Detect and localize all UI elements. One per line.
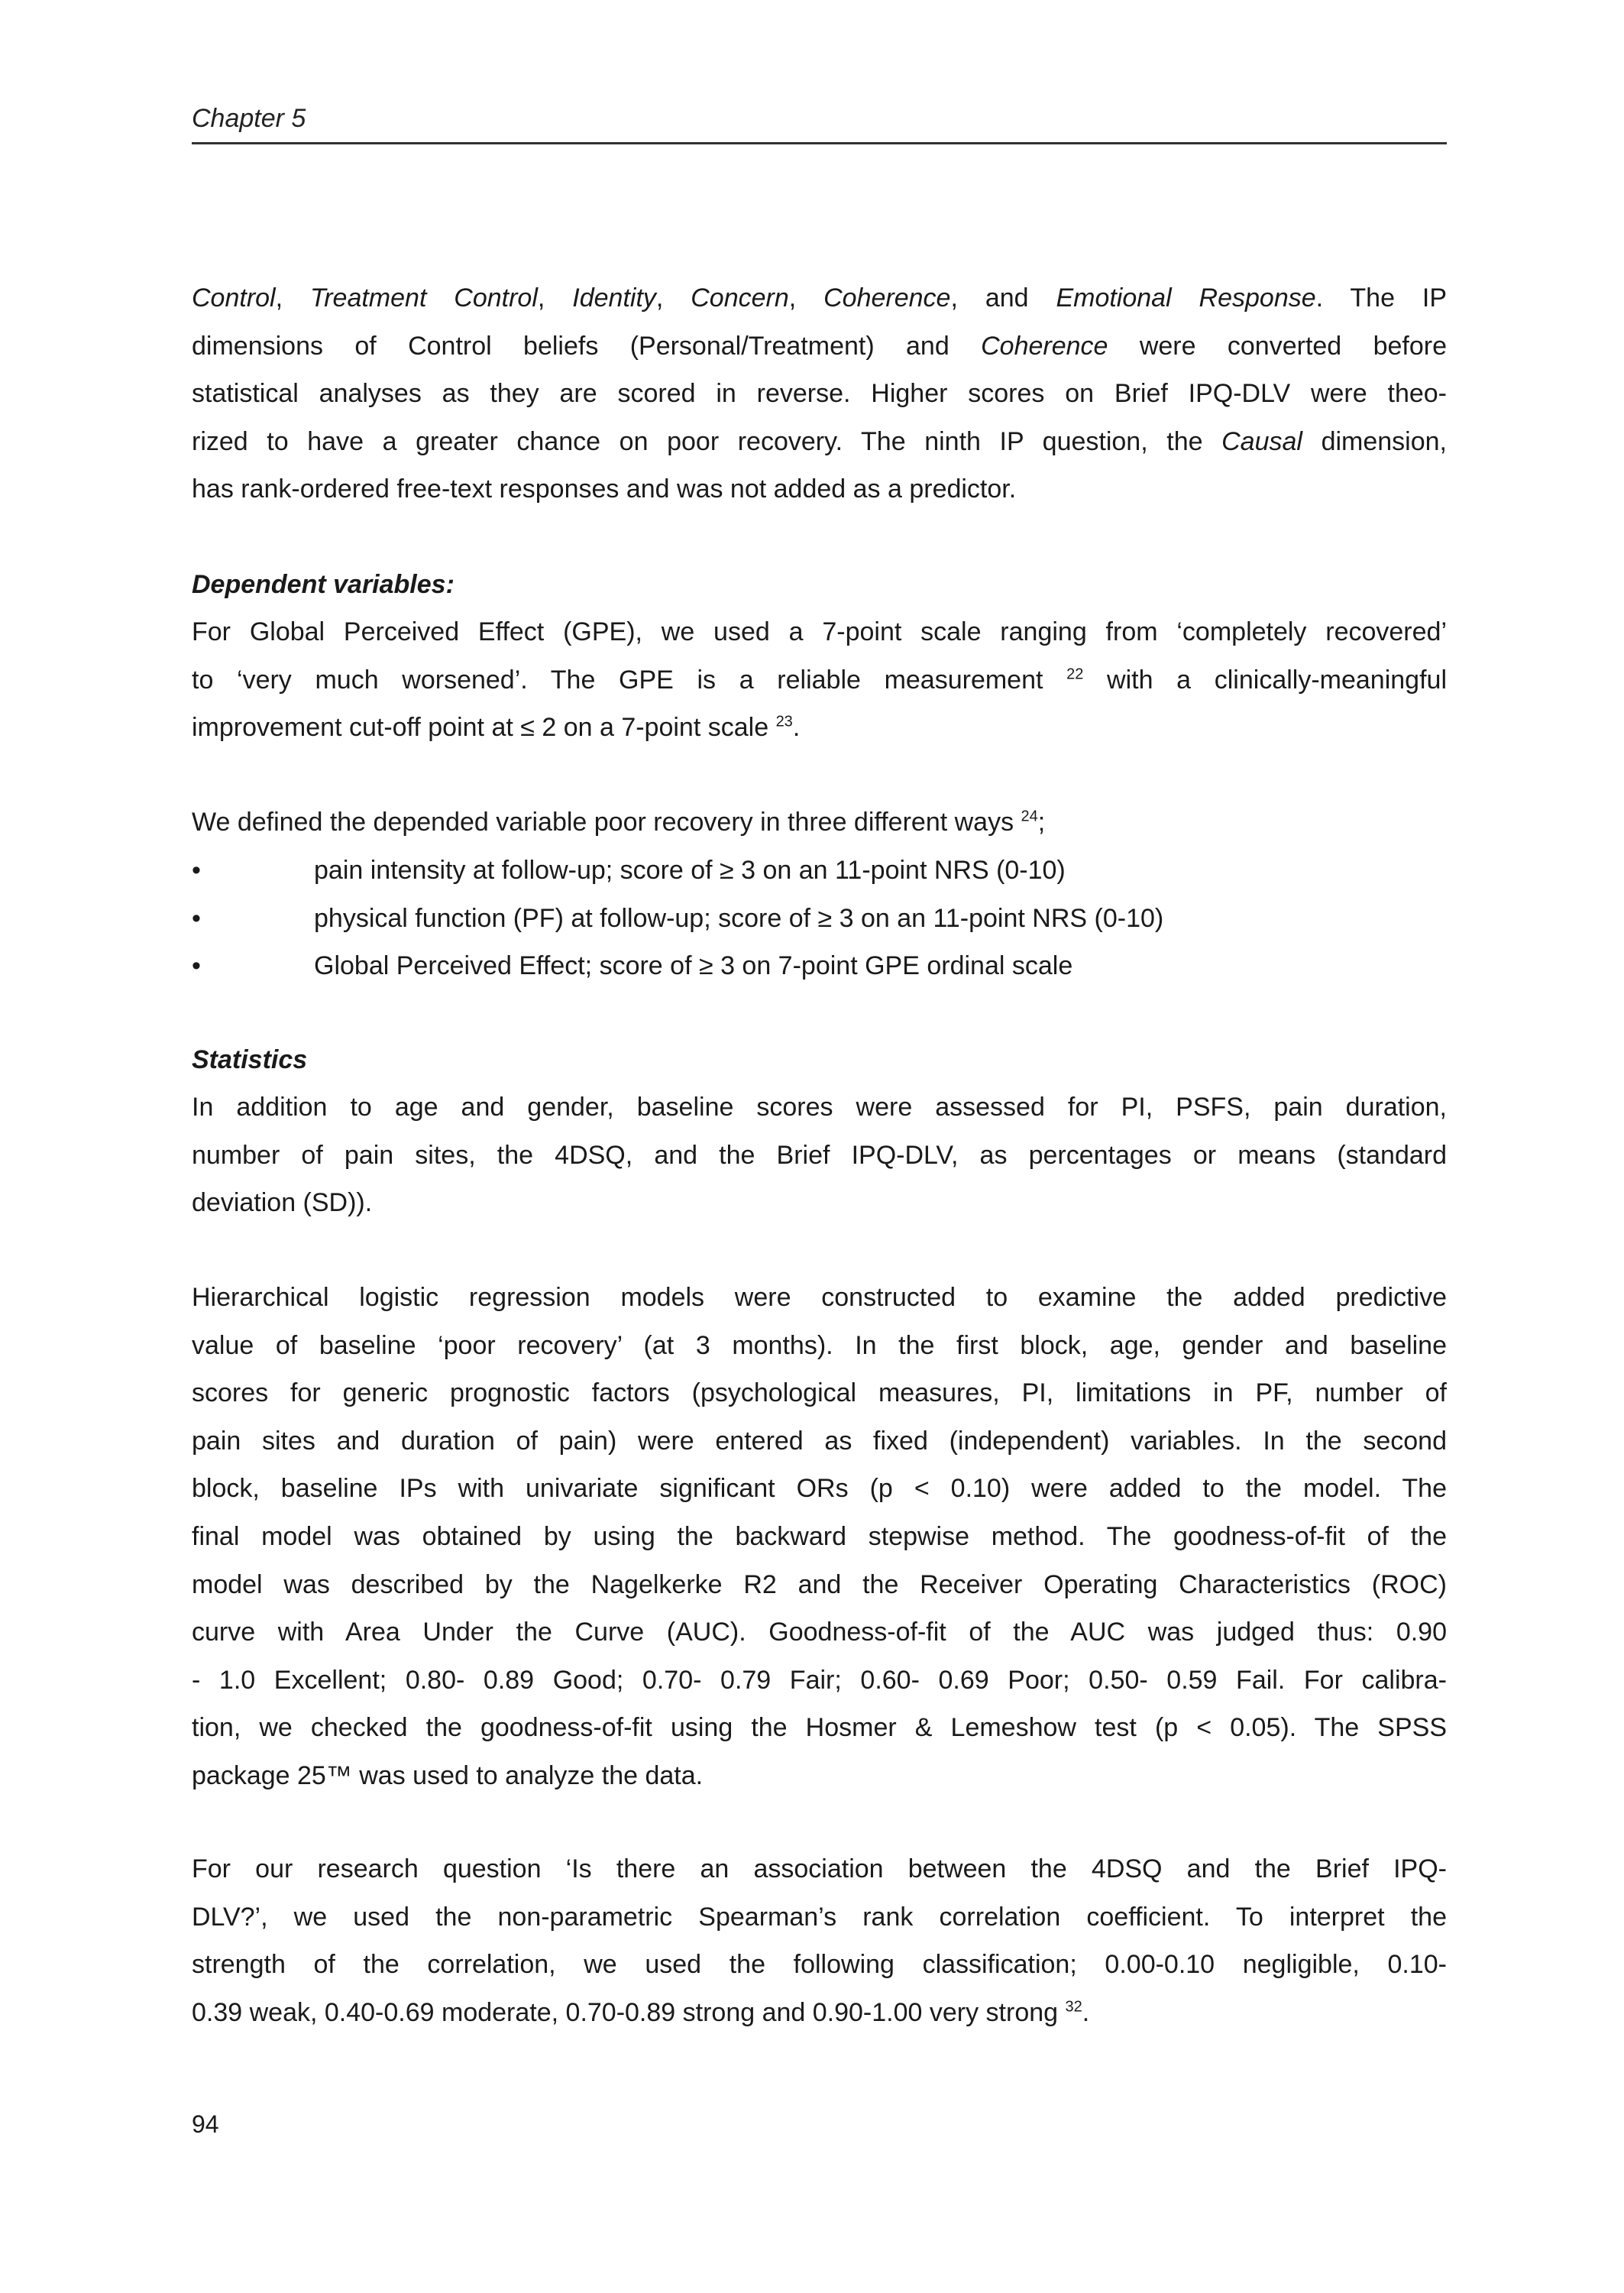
italic-term: Control	[192, 283, 276, 313]
text: Global Perceived Effect; score of ≥ 3 on 7-point GPE ordinal scale	[314, 951, 1073, 980]
paragraph-line	[192, 1561, 1447, 1608]
paragraph-line	[192, 1083, 1447, 1131]
paragraph-line	[192, 1845, 1447, 1893]
text: ,	[788, 283, 824, 313]
text: .	[792, 713, 801, 742]
paragraph-line	[192, 608, 1447, 656]
running-header: Chapter 5	[192, 104, 306, 133]
italic-term: Identity	[572, 283, 656, 313]
text: Dependent variables:	[192, 570, 455, 599]
text: dimension,	[1302, 427, 1447, 456]
paragraph-line	[192, 656, 1447, 704]
text: For Global Perceived Effect (GPE), we used a 7-point scale ranging from ‘completely recovered’	[192, 617, 1447, 646]
italic-term: Coherence	[981, 332, 1108, 361]
text: strength of the correlation, we used the following classification; 0.00-0.10 negligible, 0.10-	[192, 1950, 1447, 1979]
citation-ref: 24	[1021, 808, 1038, 825]
text: . The IP	[1315, 283, 1448, 313]
text: ,	[275, 283, 310, 313]
text: deviation (SD)).	[192, 1188, 373, 1217]
text: model was described by the Nagelkerke R2 and the Receiver Operating Characteristics (ROC)	[192, 1570, 1447, 1599]
section-heading	[192, 561, 1447, 608]
italic-term: Concern	[691, 283, 789, 313]
text: pain intensity at follow-up; score of ≥ 3 on an 11-point NRS (0-10)	[314, 856, 1066, 885]
text: pain sites and duration of pain) were entered as fixed (independent) variables. In the second	[192, 1427, 1447, 1456]
text: improvement cut-off point at ≤ 2 on a 7-point scale	[192, 713, 776, 742]
paragraph-line	[192, 1132, 1447, 1179]
text: ,	[537, 283, 573, 313]
text: In addition to age and gender, baseline scores were assessed for PI, PSFS, pain duration,	[192, 1093, 1447, 1122]
paragraph-line	[192, 1179, 1447, 1226]
page-number: 94	[192, 2110, 219, 2138]
text: , and	[950, 283, 1056, 313]
paragraph-line	[192, 465, 1447, 513]
text: .	[1082, 1998, 1090, 2027]
text: number of pain sites, the 4DSQ, and the Brief IPQ-DLV, as percentages or means (standard	[192, 1141, 1447, 1170]
paragraph-line	[192, 1989, 1447, 2036]
italic-term: Treatment Control	[309, 283, 538, 313]
text: tion, we checked the goodness-of-fit using the Hosmer & Lemeshow test (p < 0.05). The SPSS	[192, 1713, 1447, 1742]
paragraph-line	[192, 418, 1447, 465]
italic-term: Causal	[1221, 427, 1302, 456]
paragraph-line	[192, 1608, 1447, 1656]
paragraph-line	[192, 1417, 1447, 1465]
text: - 1.0 Excellent; 0.80- 0.89 Good; 0.70- 0.79 Fair; 0.60- 0.69 Poor; 0.50- 0.59 Fail. For calibra-	[192, 1666, 1447, 1695]
text: Hierarchical logistic regression models were constructed to examine the added predictive	[192, 1283, 1447, 1312]
paragraph-line	[192, 1465, 1447, 1512]
text: rized to have a greater chance on poor recovery. The ninth IP question, the	[192, 427, 1222, 456]
text: value of baseline ‘poor recovery’ (at 3 months). In the first block, age, gender and baseline	[192, 1331, 1447, 1360]
bullet-item	[192, 847, 1447, 894]
text: statistical analyses as they are scored in reverse. Higher scores on Brief IPQ-DLV were theo-	[192, 379, 1447, 408]
paragraph-line	[192, 1657, 1447, 1704]
paragraph-line	[192, 1704, 1447, 1751]
section-heading	[192, 1036, 1447, 1083]
text: has rank-ordered free-text responses and was not added as a predictor.	[192, 474, 1017, 504]
paragraph-line	[192, 1513, 1447, 1560]
bullet-item	[192, 942, 1447, 989]
text: curve with Area Under the Curve (AUC). Goodness-of-fit of the AUC was judged thus: 0.90	[192, 1618, 1447, 1647]
paragraph-line	[192, 1322, 1447, 1369]
paragraph-line	[192, 1369, 1447, 1417]
paragraph-line	[192, 1893, 1447, 1941]
bullet-icon: •	[192, 856, 201, 885]
citation-ref: 32	[1065, 1998, 1082, 2016]
citation-ref: 22	[1066, 666, 1084, 683]
bullet-icon: •	[192, 951, 201, 980]
paragraph-line	[192, 370, 1447, 417]
paragraph-line	[192, 1274, 1447, 1321]
text: package 25™ was used to analyze the data.	[192, 1761, 704, 1790]
italic-term: Emotional Response	[1056, 283, 1316, 313]
text: dimensions of Control beliefs (Personal/Treatment) and	[192, 332, 982, 361]
text: block, baseline IPs with univariate significant ORs (p < 0.10) were added to the model. The	[192, 1474, 1447, 1503]
text: final model was obtained by using the backward stepwise method. The goodness-of-fit of the	[192, 1522, 1447, 1551]
text: DLV?’, we used the non-parametric Spearman’s rank correlation coefficient. To interpret the	[192, 1903, 1447, 1932]
text: We defined the depended variable poor recovery in three different ways	[192, 808, 1021, 837]
paragraph-line	[192, 704, 1447, 751]
paragraph-line	[192, 1941, 1447, 1988]
text: ;	[1037, 808, 1046, 837]
paragraph-line	[192, 322, 1447, 370]
header-rule	[192, 142, 1447, 144]
paragraph-line	[192, 1752, 1447, 1799]
text: with a clinically-meaningful	[1083, 666, 1447, 695]
text: Statistics	[192, 1045, 308, 1074]
text: ,	[655, 283, 691, 313]
text: For our research question ‘Is there an association between the 4DSQ and the Brief IPQ-	[192, 1854, 1447, 1883]
text: to ‘very much worsened’. The GPE is a reliable measurement	[192, 666, 1067, 695]
text: scores for generic prognostic factors (psychological measures, PI, limitations in PF, number of	[192, 1378, 1447, 1407]
text: physical function (PF) at follow-up; score of ≥ 3 on an 11-point NRS (0-10)	[314, 904, 1164, 933]
italic-term: Coherence	[823, 283, 951, 313]
paragraph-line	[192, 274, 1447, 322]
bullet-icon: •	[192, 904, 201, 933]
text: were converted before	[1108, 332, 1447, 361]
bullet-item	[192, 895, 1447, 942]
citation-ref: 23	[775, 713, 793, 730]
paragraph-line	[192, 798, 1447, 846]
text: 0.39 weak, 0.40-0.69 moderate, 0.70-0.89 strong and 0.90-1.00 very strong	[192, 1998, 1066, 2027]
